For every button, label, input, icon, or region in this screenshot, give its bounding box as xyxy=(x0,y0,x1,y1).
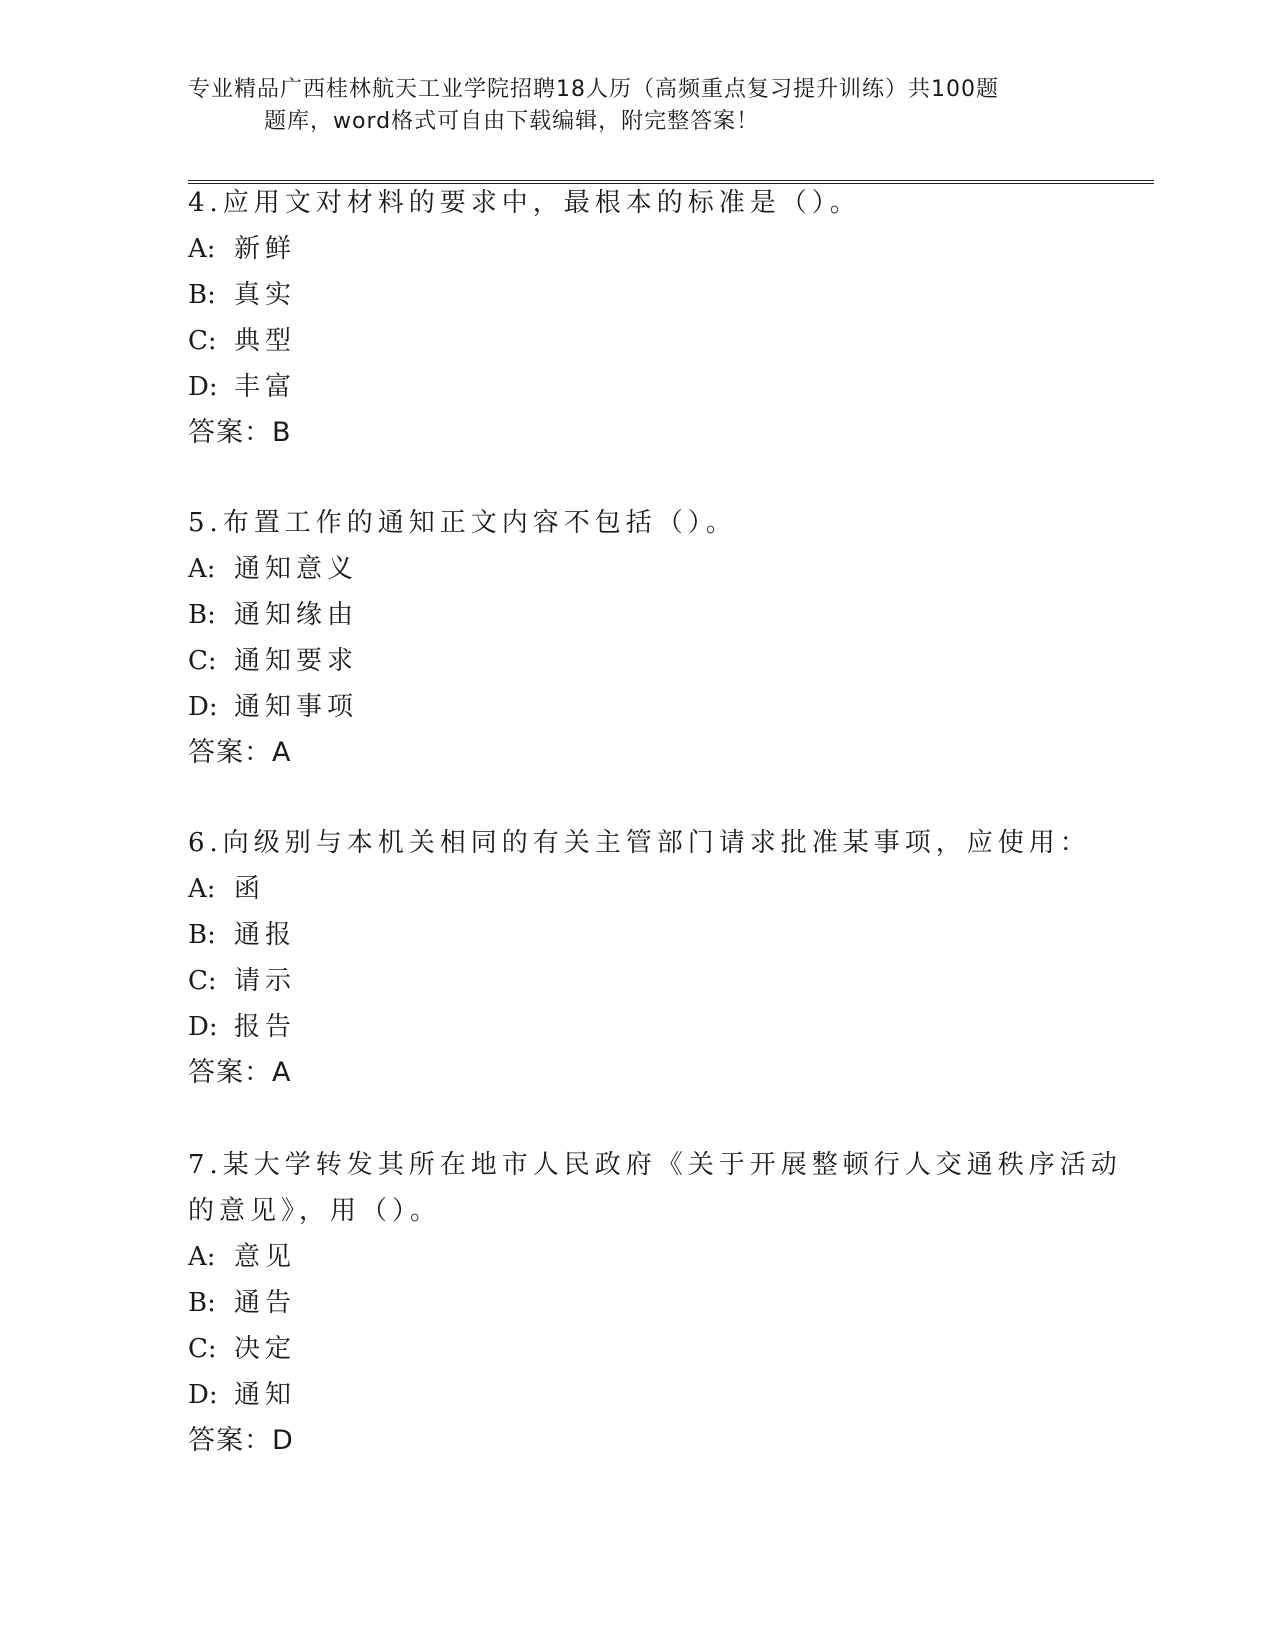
option-letter: C: xyxy=(188,1334,217,1364)
option-letter: D: xyxy=(188,1380,218,1410)
option-c xyxy=(188,638,1088,684)
option-text: 通知 xyxy=(234,1380,297,1410)
option-letter: A: xyxy=(188,234,216,264)
option-letter: C: xyxy=(188,326,217,356)
answer-line: 答案：A xyxy=(188,1057,292,1088)
option-d xyxy=(188,684,1088,730)
option-text: 请示 xyxy=(234,966,297,996)
option-c xyxy=(188,318,1088,364)
option-letter: C: xyxy=(188,966,217,996)
option-c xyxy=(188,958,1088,1004)
header-title-line1: 专业精品广西桂林航天工业学院招聘18人历（高频重点复习提升训练）共100题 xyxy=(188,77,999,102)
option-letter: B: xyxy=(188,600,216,630)
option-text: 真实 xyxy=(234,280,297,310)
option-letter: D: xyxy=(188,1012,218,1042)
option-b xyxy=(188,272,1088,318)
question-stem-continued: 的意见》，用（）。 xyxy=(188,1196,442,1226)
option-letter: B: xyxy=(188,920,216,950)
option-a xyxy=(188,546,1088,592)
option-letter: A: xyxy=(188,554,216,584)
option-text: 通报 xyxy=(234,920,297,950)
option-a xyxy=(188,866,1088,912)
option-text: 决定 xyxy=(234,1334,297,1364)
question-block xyxy=(188,500,1088,776)
option-b xyxy=(188,912,1088,958)
option-letter: B: xyxy=(188,280,216,310)
option-text: 通告 xyxy=(234,1288,297,1318)
option-d xyxy=(188,1372,1088,1418)
option-letter: A: xyxy=(188,874,216,904)
answer-line: 答案：D xyxy=(188,1425,294,1456)
option-letter: A: xyxy=(188,1242,216,1272)
option-text: 通知事项 xyxy=(234,692,359,722)
answer-line: 答案：B xyxy=(188,417,292,448)
option-text: 意见 xyxy=(234,1242,297,1272)
option-b xyxy=(188,592,1088,638)
option-text: 典型 xyxy=(234,326,297,356)
option-d xyxy=(188,1004,1088,1050)
option-text: 通知缘由 xyxy=(234,600,359,630)
answer-line: 答案：A xyxy=(188,737,292,768)
question-stem: 4.应用文对材料的要求中，最根本的标准是（）。 xyxy=(188,188,861,218)
header-title-line2: 题库，word格式可自由下载编辑，附完整答案！ xyxy=(264,109,760,134)
option-text: 函 xyxy=(234,874,266,904)
option-a xyxy=(188,1234,1088,1280)
question-block xyxy=(188,1142,1122,1464)
option-d xyxy=(188,364,1088,410)
option-letter: C: xyxy=(188,646,217,676)
option-text: 丰富 xyxy=(234,372,297,402)
option-text: 通知要求 xyxy=(234,646,359,676)
option-letter: D: xyxy=(188,692,218,722)
option-text: 报告 xyxy=(234,1012,297,1042)
option-text: 通知意义 xyxy=(234,554,359,584)
document-header xyxy=(188,74,1088,138)
option-b xyxy=(188,1280,1088,1326)
option-letter: D: xyxy=(188,372,218,402)
question-stem: 7.某大学转发其所在地市人民政府《关于开展整顿行人交通秩序活动 xyxy=(188,1150,1122,1180)
option-text: 新鲜 xyxy=(234,234,297,264)
question-stem: 6.向级别与本机关相同的有关主管部门请求批准某事项，应使用： xyxy=(188,828,1091,858)
option-c xyxy=(188,1326,1088,1372)
question-stem: 5.布置工作的通知正文内容不包括（）。 xyxy=(188,508,737,538)
question-block xyxy=(188,180,1088,456)
option-letter: B: xyxy=(188,1288,216,1318)
question-block xyxy=(188,820,1091,1096)
option-a xyxy=(188,226,1088,272)
